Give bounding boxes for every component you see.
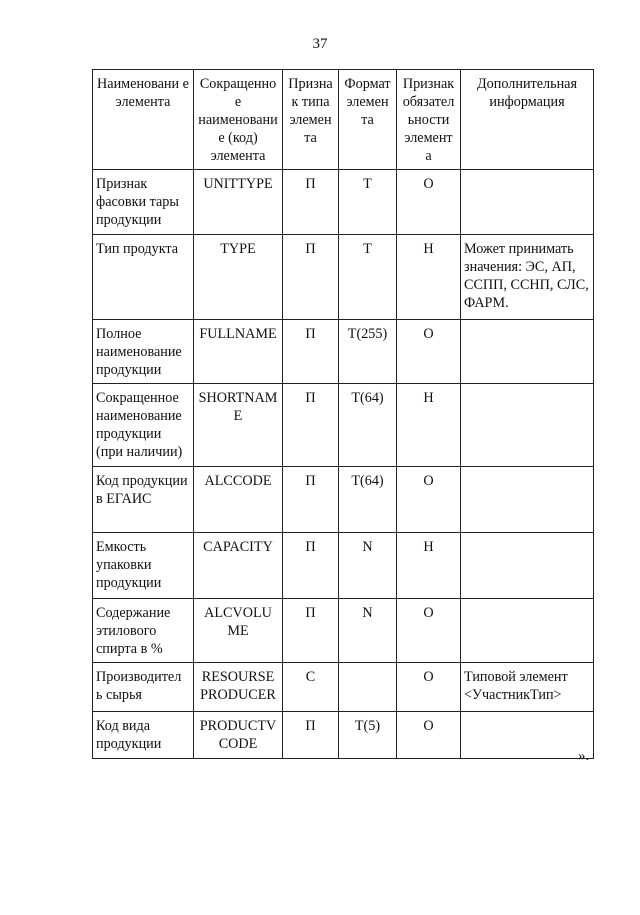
cell-additional-info [461,599,594,663]
cell-element-format: Т(64) [339,467,397,533]
cell-element-name: Емкость упаковки продукции [93,533,194,599]
header-element-format: Формат элемен та [339,70,397,170]
cell-element-name: Код вида продукции [93,712,194,759]
cell-short-name: PRODUCTV CODE [194,712,283,759]
table-row [93,712,594,759]
table-row [93,663,594,712]
cell-element-format: N [339,599,397,663]
table-row [93,599,594,663]
cell-short-name: TYPE [194,235,283,320]
cell-required-flag: Н [397,235,461,320]
table-row [93,384,594,467]
cell-additional-info: Типовой элемент <УчастникТип> [461,663,594,712]
cell-element-name: Код продукции в ЕГАИС [93,467,194,533]
cell-element-type: П [283,599,339,663]
cell-element-format [339,663,397,712]
table-row [93,320,594,384]
cell-element-name: Полное наименование продукции [93,320,194,384]
cell-element-name: Признак фасовки тары продукции [93,170,194,235]
cell-element-format: Т(5) [339,712,397,759]
cell-element-type: П [283,533,339,599]
cell-element-type: П [283,235,339,320]
table-row [93,170,594,235]
cell-element-name: Содержание этилового спирта в % [93,599,194,663]
cell-element-name: Тип продукта [93,235,194,320]
header-required-flag: Признак обязател ьности элемент а [397,70,461,170]
cell-required-flag: Н [397,533,461,599]
cell-element-type: П [283,467,339,533]
cell-element-type: П [283,320,339,384]
cell-short-name: ALCVOLU ME [194,599,283,663]
cell-element-format: Т(255) [339,320,397,384]
cell-element-name: Сокращенное наименование продукции (при наличии) [93,384,194,467]
header-element-type: Призна к типа элемен та [283,70,339,170]
cell-required-flag: О [397,320,461,384]
elements-table [92,69,594,759]
table-row [93,467,594,533]
cell-required-flag: О [397,599,461,663]
cell-short-name: FULLNAME [194,320,283,384]
page-number: 37 [312,36,328,52]
table-header-row [93,70,594,170]
cell-element-format: Т [339,235,397,320]
cell-required-flag: О [397,170,461,235]
header-additional-info: Дополнительная информация [461,70,594,170]
cell-element-type: П [283,384,339,467]
cell-additional-info [461,384,594,467]
cell-element-type: П [283,170,339,235]
cell-element-format: Т(64) [339,384,397,467]
cell-required-flag: О [397,663,461,712]
cell-additional-info: Может принимать значения: ЭС, АП, ССПП, ССНП, СЛС, ФАРМ. [461,235,594,320]
cell-required-flag: О [397,467,461,533]
cell-short-name: RESOURSE PRODUCER [194,663,283,712]
cell-additional-info [461,467,594,533]
cell-short-name: CAPACITY [194,533,283,599]
cell-additional-info [461,533,594,599]
cell-element-type: П [283,712,339,759]
cell-element-type: С [283,663,339,712]
cell-element-format: Т [339,170,397,235]
cell-element-name: Производител ь сырья [93,663,194,712]
cell-short-name: SHORTNAM E [194,384,283,467]
cell-additional-info [461,170,594,235]
table-row [93,235,594,320]
header-short-name: Сокращенно е наименовани е (код) элемента [194,70,283,170]
cell-short-name: UNITTYPE [194,170,283,235]
header-element-name: Наименовани е элемента [93,70,194,170]
cell-element-format: N [339,533,397,599]
closing-quote-mark: ». [578,748,590,764]
cell-required-flag: Н [397,384,461,467]
table-row [93,533,594,599]
cell-additional-info [461,712,594,759]
cell-additional-info [461,320,594,384]
cell-required-flag: О [397,712,461,759]
cell-short-name: ALCCODE [194,467,283,533]
